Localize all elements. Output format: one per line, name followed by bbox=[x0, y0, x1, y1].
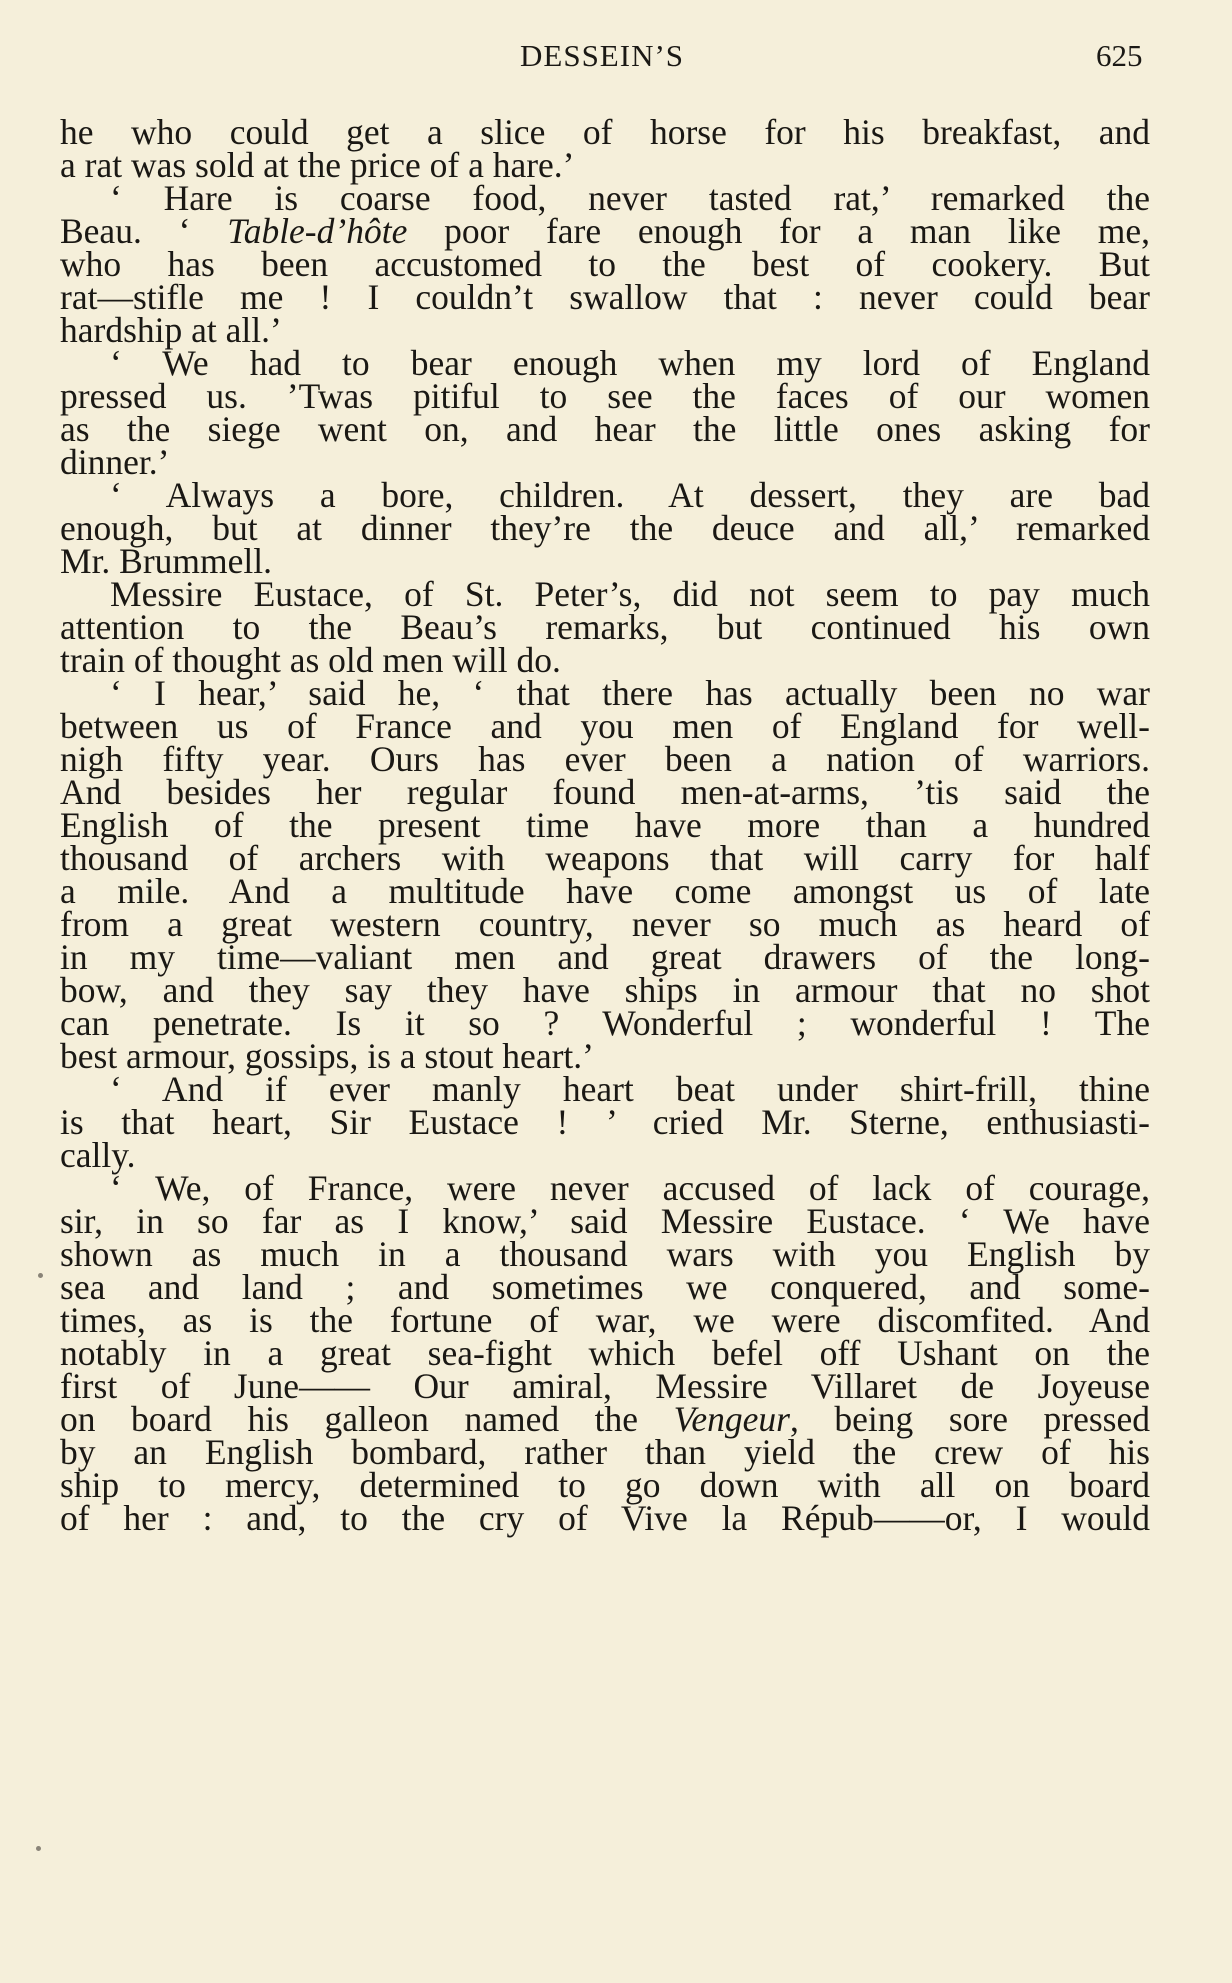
margin-mark bbox=[38, 1273, 43, 1278]
text-segment: ‘ And if ever manly heart beat under shirt-frill, thine bbox=[110, 1069, 1150, 1109]
text-segment: first of June—— Our amiral, Messire Villaret de Joyeuse bbox=[60, 1366, 1150, 1406]
page-header bbox=[0, 38, 1232, 88]
text-segment: by an English bombard, rather than yield the crew of his bbox=[60, 1432, 1150, 1472]
text-segment: Messire Eustace, of St. Peter’s, did not seem to pay much bbox=[110, 574, 1150, 614]
text-segment: who has been accustomed to the best of cookery. But bbox=[60, 244, 1150, 284]
text-segment: pressed us. ’Twas pitiful to see the faces of our women bbox=[60, 376, 1150, 416]
text-segment: rat—stifle me ! I couldn’t swallow that : never could bear bbox=[60, 277, 1150, 317]
text-segment: notably in a great sea-fight which befel off Ushant on the bbox=[60, 1333, 1150, 1373]
text-segment: ‘ We, of France, were never accused of lack of courage, bbox=[110, 1168, 1150, 1208]
text-line bbox=[60, 1498, 1150, 1539]
text-segment: , being sore pressed bbox=[789, 1399, 1150, 1439]
text-segment: And besides her regular found men-at-arms, ’tis said the bbox=[60, 772, 1150, 812]
text-segment: cally. bbox=[60, 1135, 136, 1175]
text-segment: between us of France and you men of England for well- bbox=[60, 706, 1150, 746]
text-segment: a mile. And a multitude have come amongst us of late bbox=[60, 871, 1150, 911]
text-segment: is that heart, Sir Eustace ! ’ cried Mr. Sterne, enthusiasti- bbox=[60, 1102, 1150, 1142]
italic-text-segment: Vengeur bbox=[673, 1399, 790, 1439]
text-segment: sir, in so far as I know,’ said Messire Eustace. ‘ We have bbox=[60, 1201, 1150, 1241]
text-segment: ‘ I hear,’ said he, ‘ that there has actually been no war bbox=[110, 673, 1150, 713]
text-segment: on board his galleon named the bbox=[60, 1399, 674, 1439]
text-segment: English of the present time have more than a hundred bbox=[60, 805, 1150, 845]
text-segment: he who could get a slice of horse for his breakfast, and bbox=[60, 112, 1150, 152]
text-segment: ship to mercy, determined to go down with all on board bbox=[60, 1465, 1150, 1505]
text-segment: ‘ Always a bore, children. At dessert, they are bad bbox=[110, 475, 1150, 515]
text-segment: shown as much in a thousand wars with you English by bbox=[60, 1234, 1150, 1274]
text-segment: ‘ We had to bear enough when my lord of England bbox=[110, 343, 1150, 383]
text-segment: bow, and they say they have ships in armour that no shot bbox=[60, 970, 1150, 1010]
text-segment: from a great western country, never so much as heard of bbox=[60, 904, 1150, 944]
text-segment: times, as is the fortune of war, we were discomfited. And bbox=[60, 1300, 1150, 1340]
text-segment: of her : and, to the cry of Vive la Répub——or, I would bbox=[60, 1498, 1150, 1538]
text-segment: a rat was sold at the price of a hare.’ bbox=[60, 145, 575, 185]
text-segment: can penetrate. Is it so ? Wonderful ; wonderful ! The bbox=[60, 1003, 1150, 1043]
text-segment: nigh fifty year. Ours has ever been a nation of warriors. bbox=[60, 739, 1150, 779]
text-segment: hardship at all.’ bbox=[60, 310, 282, 350]
text-segment: train of thought as old men will do. bbox=[60, 640, 561, 680]
text-segment: sea and land ; and sometimes we conquered, and some- bbox=[60, 1267, 1150, 1307]
text-segment: Beau. ‘ bbox=[60, 211, 228, 251]
text-segment: enough, but at dinner they’re the deuce and all,’ remarked bbox=[60, 508, 1150, 548]
text-segment: attention to the Beau’s remarks, but continued his own bbox=[60, 607, 1150, 647]
page-number: 625 bbox=[1096, 38, 1143, 73]
text-segment: dinner.’ bbox=[60, 442, 170, 482]
running-head: DESSEIN’S bbox=[520, 38, 685, 73]
margin-mark bbox=[36, 1846, 41, 1851]
text-segment: Mr. Brummell. bbox=[60, 541, 273, 581]
italic-text-segment: Table-d’hôte bbox=[227, 211, 408, 251]
text-segment: in my time—valiant men and great drawers of the long- bbox=[60, 937, 1150, 977]
text-segment: poor fare enough for a man like me, bbox=[407, 211, 1151, 251]
text-segment: as the siege went on, and hear the little ones asking for bbox=[60, 409, 1150, 449]
text-segment: ‘ Hare is coarse food, never tasted rat,’ remarked the bbox=[110, 178, 1150, 218]
text-segment: thousand of archers with weapons that will carry for half bbox=[60, 838, 1150, 878]
text-segment: best armour, gossips, is a stout heart.’ bbox=[60, 1036, 594, 1076]
